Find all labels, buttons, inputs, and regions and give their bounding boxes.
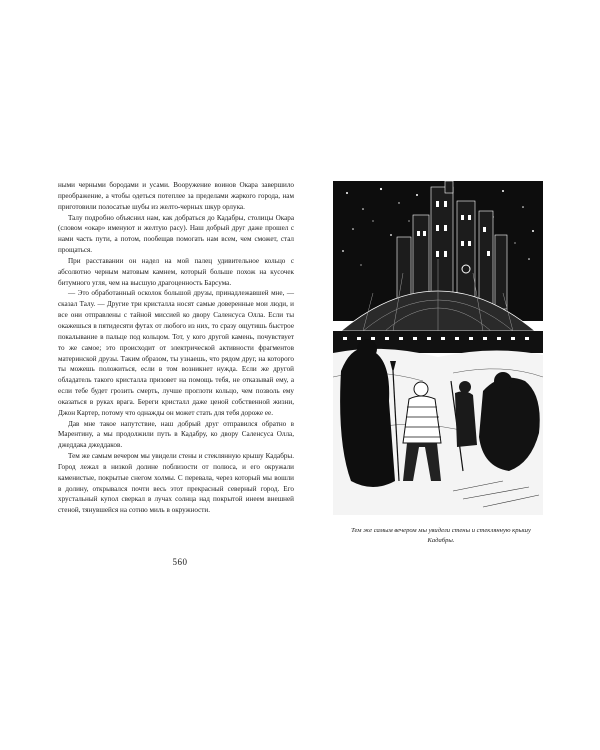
text-column [58, 180, 294, 516]
paragraph: — Это обработанный осколок большой друзы, принадлежавшей мне, — сказал Талу. — Другие три кристалла носят самые доверенные мои люди, и все они отправлены с тайной миссией ко двору Саленсуса Олла. Если ты окажешься в пятидесяти футах от любого из них, то сразу ощутишь быстрое покалывание в пальце под кольцом. Тот, у кого другой камень, почувствует то же самое; это происходит от электрической активности фрагментов материнской друзы. Таким образом, ты узнаешь, что рядом друг, на которого ты можешь положиться, если в том возникнет нужда. Если же другой обладатель такого кристалла призовет на помощь тебя, не отказывай ему, а если тебе будет грозить смерть, лучше проглоти кольцо, чем позволь ему оказаться в руках врага. Береги кристалл даже ценой собственной жизни, Джон Картер, потому что однажды он может стать для тебя дороже ее. [58, 289, 294, 417]
illustration-caption: Тем же самым вечером мы увидели стены и стеклянную крышу Кадабры. [351, 527, 531, 544]
page-number: 560 [172, 557, 188, 567]
paragraph: Дав мне такое напутствие, наш добрый друг отправился обратно в Марентину, а мы продолжили путь в Кадабру, ко двору Саленсуса Олла, джеддака джеддаков. [58, 419, 294, 450]
paragraph: Тем же самым вечером мы увидели стены и стеклянную крышу Кадабры. Город лежал в низкой долине поблизости от полюса, и его окружали каменистые, покрытые снегом холмы. С перевала, через который мы вошли в долину, открывался почти весь этот прекрасный северный город. Его хрустальный купол сверкал в лучах солнца над покрытой инеем внешней стеной, тянувшейся на сотню миль в окружности. [58, 452, 294, 515]
city-illustration-image [333, 181, 543, 515]
illustration [333, 181, 543, 515]
paragraph: ными черными бородами и усами. Вооружение воинов Окара завершило преображение, а чтобы одеться потеплее за пределами жаркого города, нам приготовили полосатые шубы из желто-черных шкур орлука. [58, 181, 294, 211]
paragraph: При расставании он надел на мой палец удивительное кольцо с абсолютно черным матовым камнем, который больше похож на кусочек битумного угля, чем на высшую драгоценность Барсума. [58, 256, 294, 287]
paragraph: Талу подробно объяснил нам, как добраться до Кадабры, столицы Окара (словом «окар» именуют и желтую расу). Наш добрый друг даже прошел с нами часть пути, а потом, пообещав помогать нам всем, чем сможет, стал прощаться. [58, 213, 294, 255]
